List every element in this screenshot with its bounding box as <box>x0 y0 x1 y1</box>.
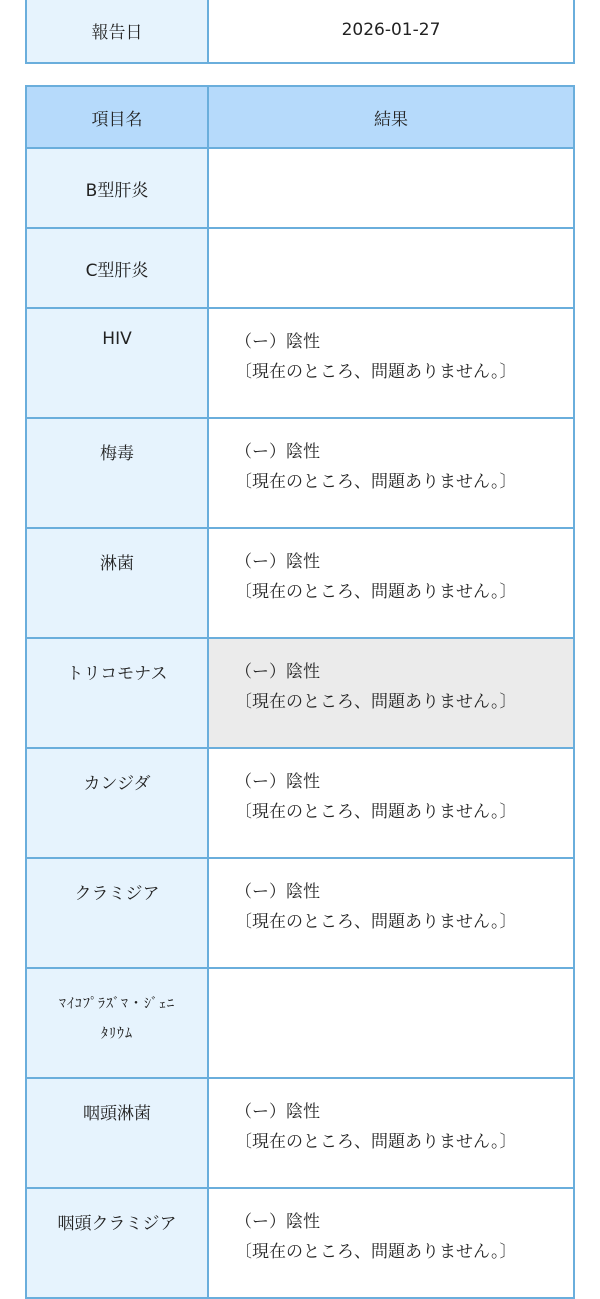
test-name: クラミジア <box>26 858 208 968</box>
table-row <box>26 308 574 418</box>
table-row <box>26 148 574 228</box>
result-comment: 〔現在のところ、問題ありません。〕 <box>235 472 517 492</box>
result-status: （ー）陰性 <box>235 1212 320 1232</box>
column-header-result: 結果 <box>208 86 574 148</box>
result-status: （ー）陰性 <box>235 882 320 902</box>
result-comment: 〔現在のところ、問題ありません。〕 <box>235 692 517 712</box>
test-result <box>208 1078 574 1188</box>
test-result <box>208 418 574 528</box>
result-status: （ー）陰性 <box>235 552 320 572</box>
test-result <box>208 748 574 858</box>
result-comment: 〔現在のところ、問題ありません。〕 <box>235 582 517 602</box>
test-name: 梅毒 <box>26 418 208 528</box>
result-comment: 〔現在のところ、問題ありません。〕 <box>235 802 517 822</box>
table-row <box>26 748 574 858</box>
result-status: （ー）陰性 <box>235 772 320 792</box>
report-date-label: 報告日 <box>26 0 208 63</box>
test-name <box>26 968 208 1078</box>
report-date-row <box>26 0 574 63</box>
test-name: B型肝炎 <box>26 148 208 228</box>
test-name: 咽頭クラミジア <box>26 1188 208 1298</box>
test-name-line: ﾏｲｺﾌﾟﾗｽﾞﾏ・ｼﾞｪﾆ <box>59 996 175 1012</box>
result-status: （ー）陰性 <box>235 662 320 682</box>
result-status: （ー）陰性 <box>235 442 320 462</box>
result-status: （ー）陰性 <box>235 1102 320 1122</box>
test-name: トリコモナス <box>26 638 208 748</box>
test-result <box>208 308 574 418</box>
result-status: （ー）陰性 <box>235 332 320 352</box>
table-row <box>26 418 574 528</box>
results-table <box>25 85 575 1299</box>
result-comment: 〔現在のところ、問題ありません。〕 <box>235 912 517 932</box>
test-result <box>208 528 574 638</box>
test-result <box>208 858 574 968</box>
test-name: 咽頭淋菌 <box>26 1078 208 1188</box>
test-name: C型肝炎 <box>26 228 208 308</box>
test-name: HIV <box>26 308 208 418</box>
report-date-value: 2026-01-27 <box>208 0 574 63</box>
test-result <box>208 968 574 1078</box>
report-date-table <box>25 0 575 64</box>
test-name: 淋菌 <box>26 528 208 638</box>
test-result <box>208 228 574 308</box>
results-header-row <box>26 86 574 148</box>
table-row <box>26 968 574 1078</box>
result-comment: 〔現在のところ、問題ありません。〕 <box>235 1242 517 1262</box>
test-result <box>208 638 574 748</box>
table-row <box>26 528 574 638</box>
table-row <box>26 858 574 968</box>
result-comment: 〔現在のところ、問題ありません。〕 <box>235 1132 517 1152</box>
test-result <box>208 1188 574 1298</box>
table-row <box>26 1188 574 1298</box>
test-name-line: ﾀﾘｳﾑ <box>101 1026 133 1042</box>
table-row <box>26 228 574 308</box>
test-result <box>208 148 574 228</box>
table-row <box>26 1078 574 1188</box>
test-name: カンジダ <box>26 748 208 858</box>
table-row <box>26 638 574 748</box>
result-comment: 〔現在のところ、問題ありません。〕 <box>235 362 517 382</box>
column-header-item: 項目名 <box>26 86 208 148</box>
